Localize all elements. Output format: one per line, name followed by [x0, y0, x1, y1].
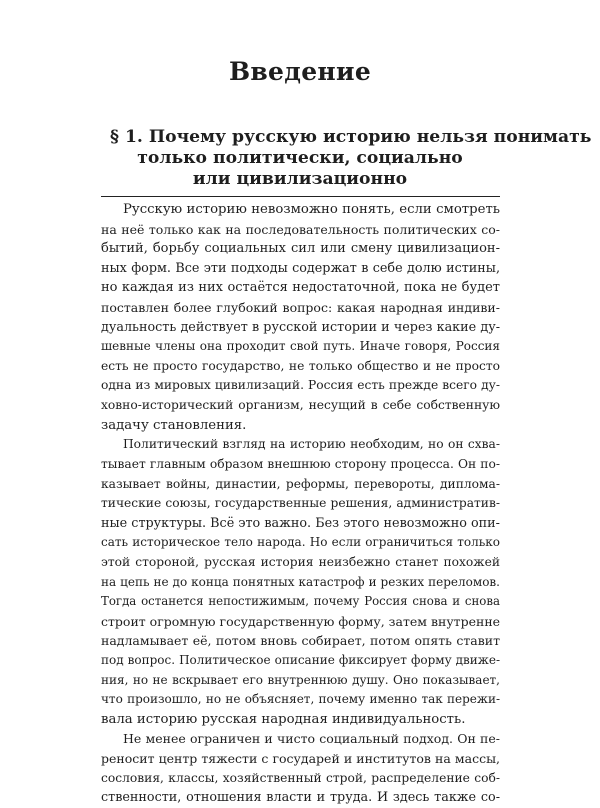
text-line: бытий, борьбу социальных сил или смену цивилизацион-: [101, 241, 500, 257]
text-line: поставлен более глубокий вопрос: какая народная индиви-: [101, 300, 500, 316]
text-line: ных форм. Все эти подходы содержат в себе долю истины,: [101, 260, 500, 276]
heading-rule: [101, 196, 500, 197]
text-line: шевные члены она проходит свой путь. Иначе говоря, Россия: [101, 339, 500, 354]
text-line: реносит центр тяжести с государей и институтов на массы,: [101, 751, 500, 767]
text-line: есть не просто государство, не только общество и не просто: [101, 358, 500, 373]
section-heading: [110, 127, 592, 190]
text-line: задачу становления.: [101, 417, 247, 433]
text-line: ния, но не вскрывает его внутреннюю душу. Оно показывает,: [101, 672, 500, 687]
text-line: что произошло, но не объясняет, почему именно так пережи-: [101, 692, 500, 707]
paragraph: [101, 729, 500, 807]
text-line: строит огромную государственную форму, затем внутренне: [101, 613, 501, 629]
body-text: [101, 200, 500, 808]
text-line: этой стороной, русская история неизбежно станет похожей: [101, 554, 500, 569]
section-heading-line: только политически, социально: [137, 148, 463, 168]
paragraph: [101, 200, 500, 435]
text-line: на неё только как на последовательность политических со-: [101, 221, 500, 237]
paragraph: [101, 435, 500, 729]
text-line: ные структуры. Всё это важно. Без этого невозможно опи-: [101, 515, 500, 531]
text-line: на цепь не до конца понятных катастроф и резких переломов.: [101, 574, 500, 589]
section-heading-line: § 1. Почему русскую историю нельзя понимать: [110, 127, 592, 147]
text-line: сословия, классы, хозяйственный строй, распределение соб-: [101, 770, 500, 785]
text-line: дуальность действует в русской истории и через какие ду-: [101, 319, 500, 335]
text-line: вала историю русская народная индивидуальность.: [101, 711, 466, 727]
text-line: Не менее ограничен и чисто социальный подход. Он пе-: [123, 731, 500, 747]
text-line: сать историческое тело народа. Но если ограничиться только: [101, 535, 500, 550]
text-line: казывает войны, династии, реформы, перевороты, диплома-: [101, 476, 500, 491]
text-line: ственности, отношения власти и труда. И здесь также со-: [101, 790, 500, 806]
text-line: надламывает её, потом вновь собирает, потом опять ставит: [101, 633, 500, 649]
text-line: Русскую историю невозможно понять, если смотреть: [123, 202, 500, 217]
section-heading-line: или цивилизационно: [192, 169, 408, 189]
text-line: ховно-исторический организм, несущий в себе собственную: [101, 398, 500, 413]
chapter-title: Введение: [228, 57, 372, 86]
text-line: тывает главным образом внешнюю сторону процесса. Он по-: [101, 456, 500, 471]
text-line: под вопрос. Политическое описание фиксирует форму движе-: [101, 653, 500, 668]
text-line: но каждая из них остаётся недостаточной, пока не будет: [101, 280, 500, 296]
text-line: тические союзы, государственные решения, административ-: [101, 496, 500, 511]
text-line: Политический взгляд на историю необходим, но он схва-: [123, 437, 500, 452]
text-line: Тогда останется непостижимым, почему Россия снова и снова: [101, 594, 500, 609]
text-line: одна из мировых цивилизаций. Россия есть прежде всего ду-: [101, 378, 500, 393]
